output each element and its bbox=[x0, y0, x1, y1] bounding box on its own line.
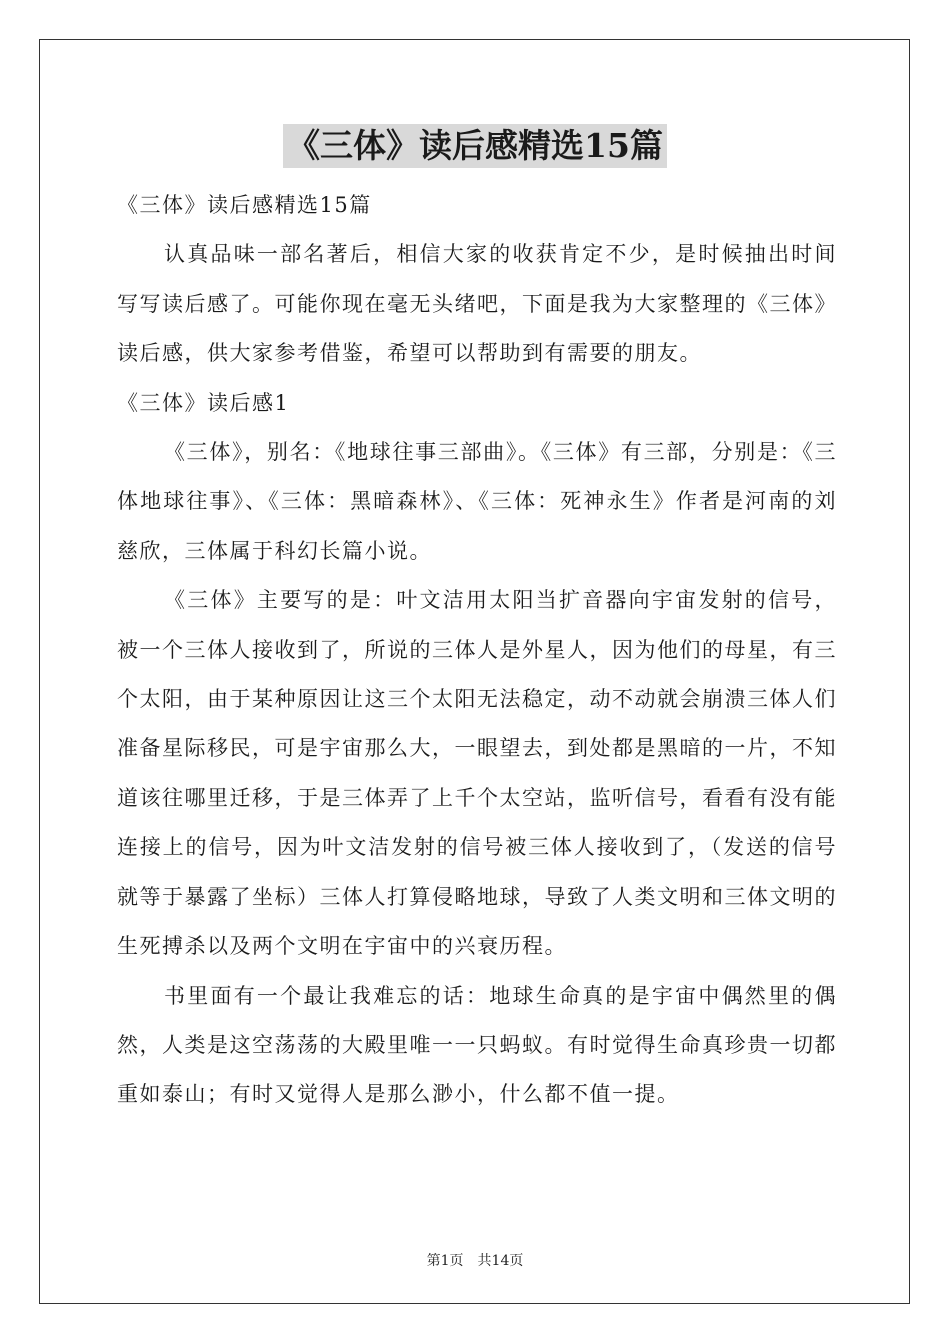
title-container bbox=[0, 124, 950, 168]
page-number: 第1页 bbox=[426, 1253, 464, 1269]
paragraph-intro: 认真品味一部名著后，相信大家的收获肯定不少，是时候抽出时间写写读后感了。可能你现在毫无头绪吧，下面是我为大家整理的《三体》读后感，供大家参考借鉴，希望可以帮助到有需要的朋友。 bbox=[117, 242, 837, 366]
document-body bbox=[117, 181, 837, 1120]
paragraph-section-heading: 《三体》读后感1 bbox=[117, 390, 290, 415]
document-title: 《三体》读后感精选15篇 bbox=[283, 124, 667, 168]
page-footer bbox=[0, 1250, 950, 1270]
paragraph-reflection: 书里面有一个最让我难忘的话：地球生命真的是宇宙中偶然里的偶然，人类是这空荡荡的大殿里唯一一只蚂蚁。有时觉得生命真珍贵一切都重如泰山；有时又觉得人是那么渺小，什么都不值一提。 bbox=[117, 983, 837, 1107]
paragraph-plot-summary: 《三体》主要写的是：叶文洁用太阳当扩音器向宇宙发射的信号，被一个三体人接收到了，所说的三体人是外星人，因为他们的母星，有三个太阳，由于某种原因让这三个太阳无法稳定，动不动就会崩溃三体人们准备星际移民，可是宇宙那么大，一眼望去，到处都是黑暗的一片，不知道该往哪里迁移，于是三体弄了上千个太空站，监听信号，看看有没有能连接上的信号，因为叶文洁发射的信号被三体人接收到了，（发送的信号就等于暴露了坐标）三体人打算侵略地球，导致了人类文明和三体文明的生死搏杀以及两个文明在宇宙中的兴衰历程。 bbox=[117, 588, 837, 959]
page-total: 共14页 bbox=[477, 1253, 524, 1269]
paragraph-book-info: 《三体》，别名：《地球往事三部曲》。《三体》有三部，分别是：《三体地球往事》、《三体：黑暗森林》、《三体：死神永生》作者是河南的刘慈欣，三体属于科幻长篇小说。 bbox=[117, 440, 837, 563]
paragraph-subtitle: 《三体》读后感精选15篇 bbox=[117, 193, 372, 217]
